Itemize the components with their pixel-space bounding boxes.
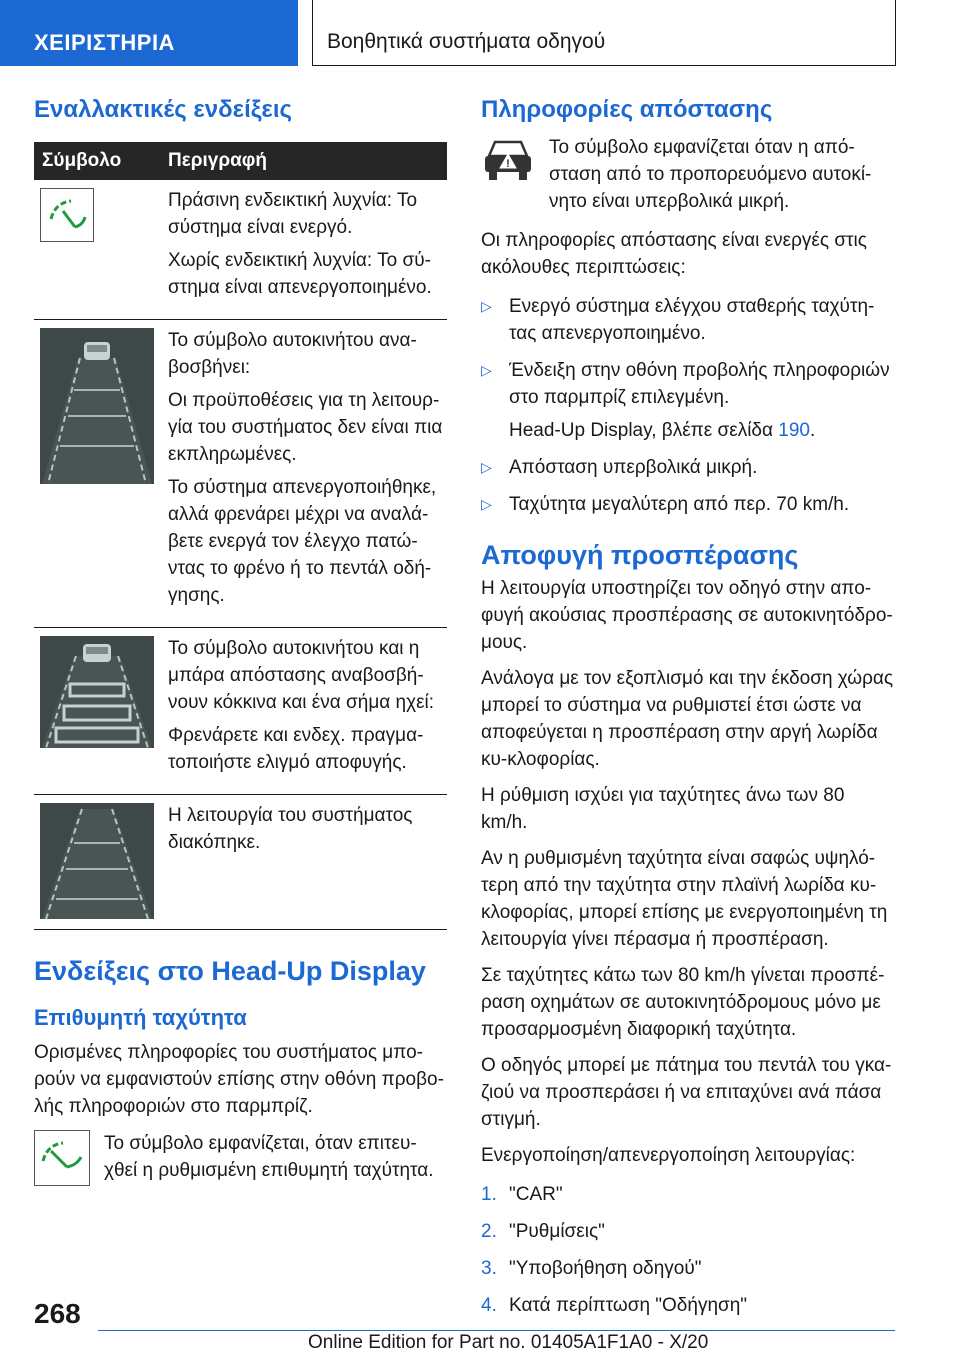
distance-intro: Οι πληροφορίες απόστασης είναι ενεργές στις ακόλουθες περιπτώσεις: bbox=[481, 230, 867, 278]
triangle-bullet-icon: ▷ bbox=[481, 459, 492, 475]
row1-para1: Πράσινη ενδεικτική λυχνία: Το σύστημα είναι ενεργό. bbox=[168, 190, 418, 238]
list-item: 1. "CAR" bbox=[481, 1184, 563, 1205]
footer-divider bbox=[98, 1330, 895, 1331]
table-row bbox=[34, 628, 447, 795]
symbol-table bbox=[34, 142, 447, 930]
list-item: 2. "Ρυθμίσεις" bbox=[481, 1221, 605, 1242]
row2-para2: Οι προϋποθέσεις για τη λειτουρ-γία του συστήματος δεν είναι πια εκπληρωμένες. bbox=[168, 390, 443, 465]
overtake-para-2: Ανάλογα με τον εξοπλισμό και την έκδοση χώρας μπορεί το σύστημα να ρυθμιστεί έτσι ώστε να αποφεύγεται η προσπέραση στην αργή λωρίδα κυ-κλοφορίας. bbox=[481, 668, 894, 770]
desired-speed-icon-text: Το σύμβολο εμφανίζεται, όταν επιτευ-χθεί η ρυθμισμένη επιθυμητή ταχύτητα. bbox=[104, 1133, 434, 1181]
right-column bbox=[481, 96, 896, 1329]
triangle-bullet-icon: ▷ bbox=[481, 496, 492, 512]
list-item: ▷ Ενεργό σύστημα ελέγχου σταθερής ταχύτη-τας απενεργοποιημένο. bbox=[481, 293, 896, 347]
desired-speed-text: Ορισμένες πληροφορίες του συστήματος μπο-ρούν να εμφανιστούν επίσης στην οθόνη προβο-λής πληροφοριών στο παρμπρίζ. bbox=[34, 1042, 444, 1117]
col-header-description: Περιγραφή bbox=[160, 142, 447, 180]
list-item: 3. "Υποβοήθηση οδηγού" bbox=[481, 1258, 702, 1279]
left-column bbox=[34, 96, 447, 1186]
table-row bbox=[34, 180, 447, 320]
overtake-para-7: Ενεργοποίηση/απενεργοποίηση λειτουργίας: bbox=[481, 1145, 856, 1166]
list-item: 4. Κατά περίπτωση "Οδήγηση" bbox=[481, 1295, 748, 1316]
triangle-bullet-icon: ▷ bbox=[481, 298, 492, 314]
chapter-tab: ΧΕΙΡΙΣΤΗΡΙΑ bbox=[0, 0, 298, 66]
row2-para3: Το σύστημα απενεργοποιήθηκε, αλλά φρενάρει μέχρι να αναλά-βετε ενεργά τον έλεγχο πατώ-ντας το φρένο ή το πεντάλ οδή-γησης. bbox=[168, 477, 437, 606]
overtake-heading: Αποφυγή προσπέρασης bbox=[481, 540, 799, 570]
list-item: ▷ Ένδειξη στην οθόνη προβολής πληροφοριών στο παρμπρίζ επιλεγμένη. Head-Up Display, βλέπε σελίδα 190. bbox=[481, 357, 896, 444]
table-row bbox=[34, 320, 447, 628]
page-header bbox=[0, 0, 960, 68]
distance-info-heading: Πληροφορίες απόστασης bbox=[481, 96, 773, 123]
hud-reference: Head-Up Display, βλέπε σελίδα 190. bbox=[509, 420, 816, 441]
car-distance-bar-scene-image bbox=[40, 636, 154, 748]
desired-speed-icon-row bbox=[34, 1130, 447, 1186]
row4-para1: Η λειτουργία του συστήματος διακόπηκε. bbox=[168, 805, 413, 853]
activation-steps-list bbox=[481, 1181, 896, 1319]
section-header-title: Βοηθητικά συστήματα οδηγού bbox=[312, 0, 896, 66]
svg-text:!: ! bbox=[506, 158, 510, 170]
edition-text: Online Edition for Part no. 01405A1F1A0 - X/20 bbox=[308, 1332, 709, 1353]
row2-para1: Το σύμβολο αυτοκινήτου ανα-βοσβήνει: bbox=[168, 330, 417, 378]
speedometer-icon bbox=[34, 1130, 90, 1186]
page-number: 268 bbox=[34, 1298, 81, 1329]
table-row bbox=[34, 795, 447, 930]
list-item: ▷ Ταχύτητα μεγαλύτερη από περ. 70 km/h. bbox=[481, 491, 896, 518]
distance-icon-row bbox=[481, 134, 896, 215]
distance-icon-text: Το σύμβολο εμφανίζεται όταν η από-σταση από το προπορευόμενο αυτοκί-νητο είναι υπερβολικά μικρή. bbox=[549, 137, 872, 212]
green-speedometer-icon bbox=[40, 188, 94, 242]
overtake-para-6: Ο οδηγός μπορεί με πάτημα του πεντάλ του γκα-ζιού να προσπεράσει ή να επιταχύνει ανά πάσα στιγμή. bbox=[481, 1055, 892, 1130]
overtake-para-4: Αν η ρυθμισμένη ταχύτητα είναι σαφώς υψηλό-τερη από την ταχύτητα στην πλαϊνή λωρίδα κυ-κλοφορίας, μπορεί επίσης με ενεργοποιημένη τη λειτουργία γίνει πέρασμα ή προσπέραση. bbox=[481, 848, 888, 950]
hud-heading: Ενδείξεις στο Head-Up Display bbox=[34, 956, 426, 986]
row3-para2: Φρενάρετε και ενδεχ. πραγμα-τοποιήστε ελιγμό αποφυγής. bbox=[168, 725, 424, 773]
system-interrupted-scene-image bbox=[40, 803, 154, 919]
row3-para1: Το σύμβολο αυτοκινήτου και η μπάρα απόστασης αναβοσβή-νουν κόκκινα και ένα σήμα ηχεί: bbox=[168, 638, 435, 713]
overtake-para-5: Σε ταχύτητες κάτω των 80 km/h γίνεται προσπέ-ραση οχημάτων σε αυτοκινητόδρομους μόνο με προσαρμοσμένη διαφορική ταχύτητα. bbox=[481, 965, 885, 1040]
overtake-para-3: Η ρύθμιση ισχύει για ταχύτητες άνω των 80 km/h. bbox=[481, 785, 845, 833]
car-flashing-scene-image bbox=[40, 328, 154, 484]
list-item: ▷ Απόσταση υπερβολικά μικρή. bbox=[481, 454, 896, 481]
desired-speed-heading: Επιθυμητή ταχύτητα bbox=[34, 1005, 247, 1030]
distance-conditions-list bbox=[481, 293, 896, 518]
row1-para2: Χωρίς ενδεικτική λυχνία: Το σύ-στημα είναι απενεργοποιημένο. bbox=[168, 250, 432, 298]
overtake-para-1: Η λειτουργία υποστηρίζει τον οδηγό στην απο-φυγή ακούσιας προσπέρασης σε αυτοκινητόδρο-μους. bbox=[481, 578, 893, 653]
col-header-symbol: Σύμβολο bbox=[34, 142, 160, 180]
alt-indications-heading: Εναλλακτικές ενδείξεις bbox=[34, 96, 292, 123]
page-link-190[interactable]: 190 bbox=[778, 420, 810, 441]
car-warning-icon bbox=[481, 134, 535, 186]
triangle-bullet-icon: ▷ bbox=[481, 362, 492, 378]
